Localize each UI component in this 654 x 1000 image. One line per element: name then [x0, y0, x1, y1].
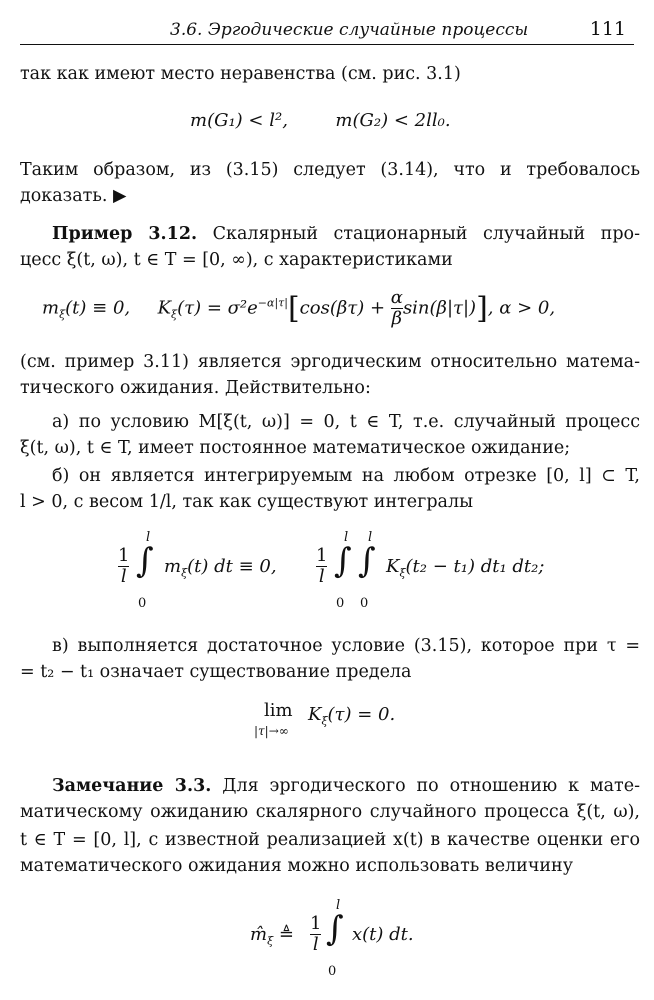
eq6-frac-num: 1	[310, 913, 322, 934]
eq6-fraction	[310, 914, 321, 955]
eq5-sub: ξ	[321, 714, 328, 728]
eq2-frac-num: α	[390, 287, 403, 308]
eq4-lower-limit-1: 0	[336, 596, 345, 611]
eq2-right-bracket: ]	[476, 291, 488, 326]
eq4-upper-limit-2: l	[368, 530, 373, 545]
eq4-upper-limit-1: l	[344, 530, 349, 545]
section-title: 3.6. Эргодические случайные процессы	[170, 20, 529, 40]
item-b-line-1: б) он является интегрируемым на любом отрезке [0, l] ⊂ T,	[52, 466, 640, 486]
eq4-fraction	[316, 546, 327, 587]
eq2-k: K	[157, 297, 172, 319]
equation-limit	[254, 700, 438, 744]
eq2-frac-den: β	[391, 308, 403, 329]
eq6-sub: ξ	[267, 934, 274, 948]
text-line-1: так как имеют место неравенства (см. рис. 3.1)	[20, 64, 461, 84]
eq3-upper-limit: l	[146, 530, 151, 545]
eq3-lower-limit: 0	[138, 596, 147, 611]
eq4-integral-sign-2: ∫	[358, 541, 376, 581]
remark-line-1	[52, 774, 640, 798]
example-text-1: Скалярный стационарный случайный про-	[212, 224, 640, 244]
eq6-def-sign: ≜	[278, 924, 294, 945]
eq4-frac-num: 1	[316, 545, 328, 566]
eq6-upper-limit: l	[336, 898, 341, 913]
text-line-4: (см. пример 3.11) является эргодическим относительно матема-	[20, 352, 640, 372]
eq5-under: |τ|→∞	[254, 724, 289, 738]
eq6-frac-den: l	[310, 934, 321, 955]
item-c-line-1: в) выполняется достаточное условие (3.15), которое при τ =	[52, 636, 640, 656]
eq5-rest: (τ) = 0.	[327, 704, 396, 725]
eq6-m-hat: m̂	[250, 924, 268, 945]
equation-characteristics	[42, 288, 555, 329]
eq3-m: m	[164, 556, 182, 577]
eq2-k-sub: ξ	[171, 308, 178, 322]
text-line-2: Таким образом, из (3.15) следует (3.14), что и требовалось	[20, 160, 640, 180]
remark-line-3: t ∈ T = [0, l], с известной реализацией x(t) в качестве оценки его	[20, 830, 640, 850]
remark-label: Замечание 3.3.	[52, 776, 212, 796]
eq4-rest: (t₂ − t₁) dt₁ dt₂;	[405, 556, 545, 577]
item-c-line-2: = t₂ − t₁ означает существование предела	[20, 662, 412, 682]
eq5-k: K	[308, 704, 322, 725]
eq2-k-rest: (τ) = σ²e	[177, 297, 258, 319]
eq3-rest: (t) dt ≡ 0,	[187, 556, 277, 577]
eq2-m-sub: ξ	[59, 308, 66, 322]
eq4-lower-limit-2: 0	[360, 596, 369, 611]
eq6-lhs	[250, 924, 294, 948]
eq3-fraction	[118, 546, 129, 587]
eq6-lower-limit: 0	[328, 964, 337, 979]
item-a-line-2: ξ(t, ω), t ∈ T, имеет постоянное математическое ожидание;	[20, 438, 571, 458]
eq3-frac-den: l	[118, 566, 129, 587]
example-label: Пример 3.12.	[52, 224, 198, 244]
eq3-integral-sign: ∫	[136, 541, 154, 581]
eq4-integrand	[386, 556, 544, 580]
text-line-3: доказать. ▶	[20, 186, 127, 206]
eq2-tail: , α > 0,	[487, 297, 556, 319]
equation-estimate	[250, 898, 450, 982]
equation-integrals	[118, 530, 578, 616]
eq2-exponent: −α|τ|	[257, 296, 288, 310]
eq1-part-a: m(G₁) < l²,	[190, 110, 288, 131]
example-line-1	[52, 222, 640, 246]
eq2-fraction	[391, 288, 403, 329]
running-header	[20, 18, 634, 45]
text-line-5: тического ожидания. Действительно:	[20, 378, 371, 398]
eq4-integral-sign-1: ∫	[334, 541, 352, 581]
eq5-lim: lim	[264, 700, 293, 721]
eq4-k: K	[386, 556, 400, 577]
eq3-frac-num: 1	[118, 545, 130, 566]
equation-inequalities	[190, 110, 451, 131]
eq6-integrand: x(t) dt.	[352, 924, 414, 945]
remark-text-1: Для эргодического по отношению к мате-	[222, 776, 640, 796]
eq2-m: m	[42, 297, 60, 319]
eq4-frac-den: l	[316, 566, 327, 587]
eq2-left-bracket: [	[287, 291, 300, 326]
eq2-m-rest: (t) ≡ 0,	[65, 297, 131, 319]
eq2-cos: cos(βτ) +	[299, 297, 386, 319]
remark-line-4: математического ожидания можно использовать величину	[20, 856, 574, 876]
eq3-integrand	[164, 556, 277, 580]
item-b-line-2: l > 0, с весом 1/l, так как существуют интегралы	[20, 492, 474, 512]
eq3-sub: ξ	[181, 566, 188, 580]
eq5-expression	[308, 704, 395, 728]
remark-line-2: матическому ожиданию скалярного случайного процесса ξ(t, ω),	[20, 802, 640, 822]
item-a-line-1: а) по условию M[ξ(t, ω)] = 0, t ∈ T, т.е. случайный процесс	[52, 412, 640, 432]
eq1-part-b: m(G₂) < 2ll₀.	[335, 110, 451, 131]
page-number: 111	[589, 18, 626, 40]
eq2-sin: sin(β|τ|)	[402, 297, 477, 319]
eq6-integral-sign: ∫	[326, 909, 344, 949]
example-line-2: цесс ξ(t, ω), t ∈ T = [0, ∞), с характеристиками	[20, 250, 453, 270]
eq4-sub: ξ	[399, 566, 406, 580]
